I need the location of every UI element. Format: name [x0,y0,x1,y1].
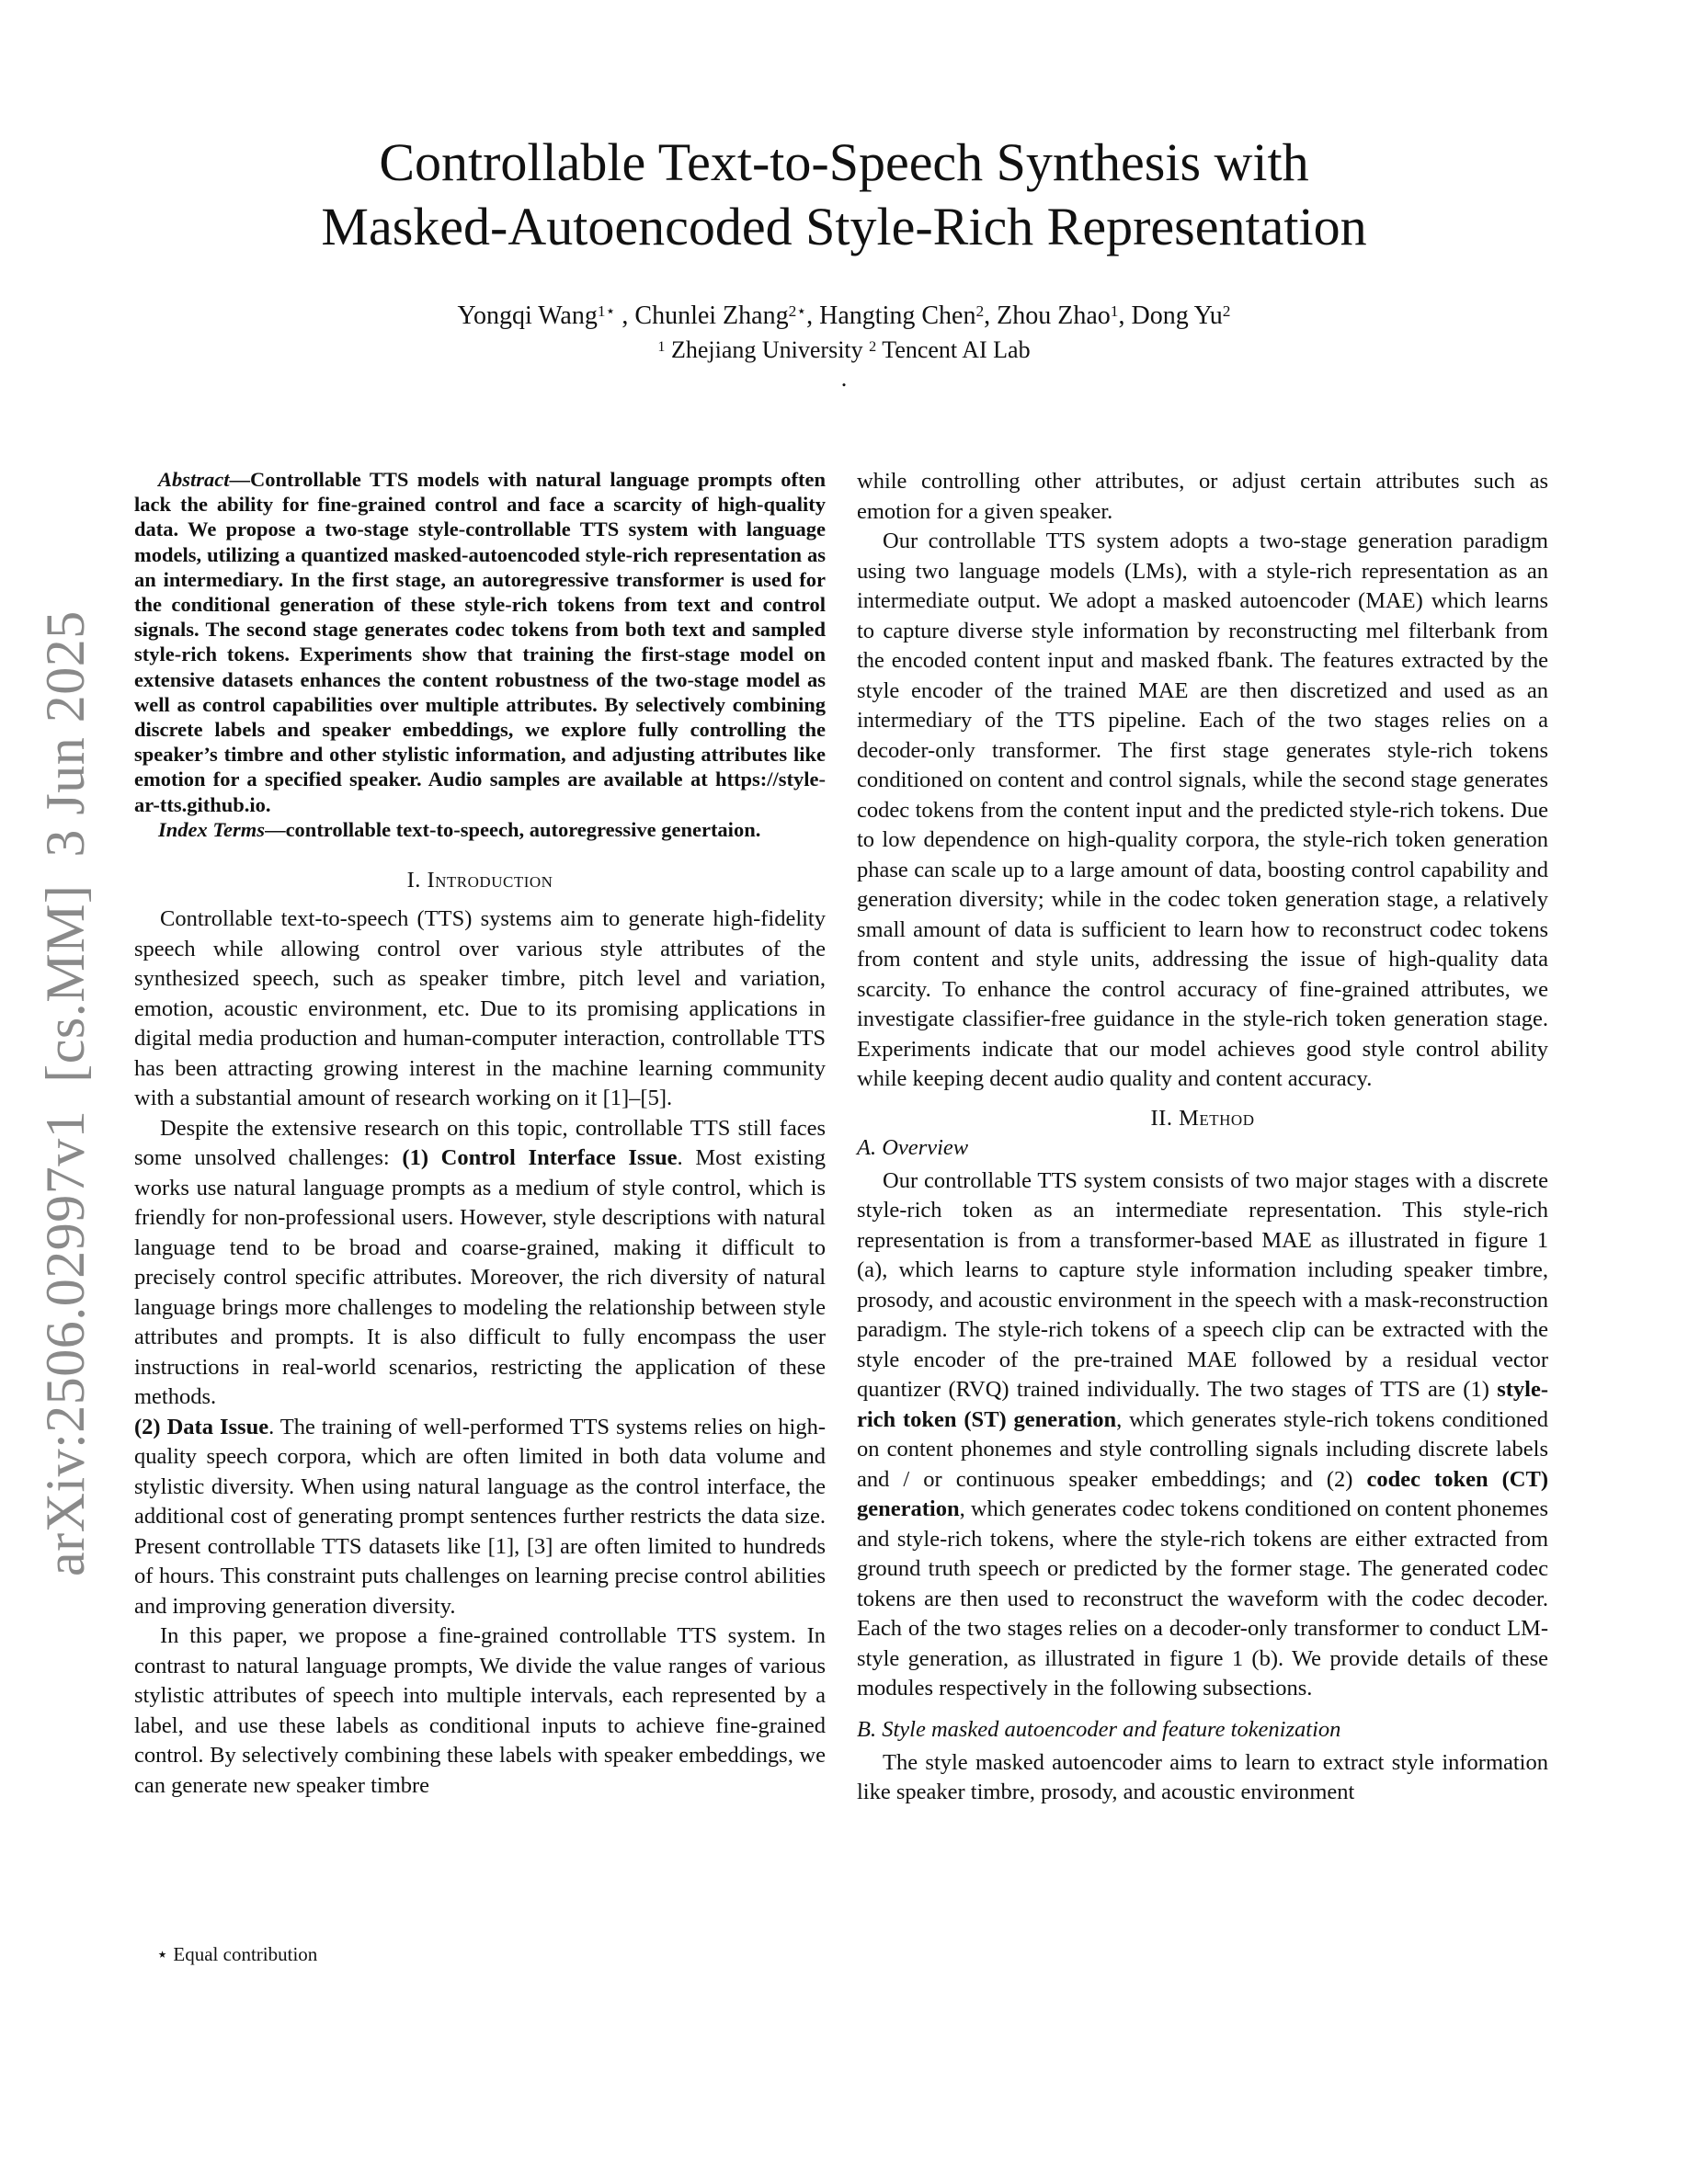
style-mae-paragraph: The style masked autoencoder aims to learn to extract style information like speaker timbre, prosody, and acoustic environment [857,1749,1548,1804]
author-mark: 2 [1222,302,1231,321]
author-list [129,300,1559,333]
author-mark: 2⋆ [788,302,807,321]
intro-paragraph-4: In this paper, we propose a fine-grained controllable TTS system. In contrast to natural language prompts, We divide the value ranges of various stylistic attributes of speech into multiple intervals, each represented by a label, and use these labels as conditional inputs to achieve fine-grained control. By selectively combining these labels with speaker embeddings, we can generate new speaker timbre [134,1623,826,1798]
footnote [156,1941,317,1967]
subsection-heading-overview: A. Overview [857,1134,969,1160]
affiliation-mark: 1 [657,338,666,355]
intro-continuation: while controlling other attributes, or adjust certain attributes such as emotion for a given speaker. [857,469,1548,524]
author-name: Chunlei Zhang [634,301,789,330]
intro-p2-text: Despite the extensive research on this topic, controllable TTS still faces some unsolved challenges: [134,1115,826,1171]
index-terms-text: controllable text-to-speech, autoregressive genertaion. [285,817,761,841]
intro-paragraph-1: Controllable text-to-speech (TTS) systems aim to generate high-fidelity speech while allowing control over various style attributes of the synthesized speech, such as speaker timbre, pitch level and variation, emotion, acoustic environment, etc. Due to its promising applications in digital media production and human-computer interaction, controllable TTS has been attracting growing interest in the machine learning community with a substantial amount of research working on it [1]–[5]. [134,906,826,1111]
title-line-2: Masked-Autoencoded Style-Rich Representation [321,197,1367,256]
intro-paragraph-5: Our controllable TTS system adopts a two-stage generation paradigm using two language models (LMs), with a style-rich representation as an intermediate output. We adopt a masked autoencoder (MAE) which learns to capture diverse style information by reconstructing mel filterbank from the encoded content input and masked fbank. The features extracted by the style encoder of the trained MAE are then discretized and used as an intermediary of the TTS pipeline. Each of the two stages relies on a decoder-only transformer. The first stage generates style-rich tokens conditioned on content and control signals, while the second stage generates codec tokens from the content input and the predicted style-rich tokens. Due to low dependence on high-quality corpora, the style-rich token generation phase can scale up to a large amount of data, boosting control capability and generation diversity; while in the codec token generation stage, a relatively small amount of data is sufficient to learn how to reconstruct codec tokens from content and style units, addressing the issue of high-quality data scarcity. To enhance the control accuracy of fine-grained attributes, we investigate classifier-free guidance in the style-rich token generation stage. Experiments indicate that our model achieves good style control ability while keeping decent audio quality and content accuracy. [857,529,1548,1091]
author-name: Zhou Zhao [997,301,1111,330]
footnote-mark: ⋆ [156,1943,169,1965]
footnote-text: Equal contribution [173,1943,318,1965]
index-terms-label: Index Terms [158,817,266,841]
intro-paragraph-3 [134,1413,826,1622]
author-name: Hangting Chen [819,301,976,330]
overview-text-3: , which generates codec tokens conditioned on content phonemes and style-rich tokens, where the style-rich tokens are either extracted from ground truth speech or predicted by the former stage. The generated codec tokens are then used to reconstruct the waveform with the codec decoder. Each of the two stages relies on a decoder-only transformer to conduct LM-style generation, as illustrated in figure 1 (b). We provide details of these modules respectively in the following subsections. [857,1496,1548,1701]
author-sep: , [806,301,820,330]
intro-paragraph-2 [134,1114,826,1413]
abstract-label: Abstract [158,468,230,491]
dot-line: . [840,365,848,392]
overview-emphasis-st: style-rich token (ST) generation [857,1377,1548,1432]
right-column [857,467,1548,1808]
abstract [134,467,826,817]
intro-p2-emphasis: (1) Control Interface Issue [402,1145,678,1171]
index-terms-dash: — [265,817,286,841]
section-heading-method: II. Method [1150,1105,1255,1131]
abstract-dash: — [229,468,251,491]
arxiv-date: 3 Jun 2025 [35,610,96,858]
author-mark: 1 [1110,302,1119,321]
overview-paragraph [857,1166,1548,1704]
intro-p3-rest: . The training of well-performed TTS systems relies on high-quality speech corpora, which are often limited in both data volume and stylistic diversity. When using natural language as the control interface, the additional cost of generating prompt sentences further restricts the data size. Present controllable TTS datasets like [1], [3] are often limited to hundreds of hours. This constraint puts challenges on learning precise control abilities and improving generation diversity. [134,1414,827,1619]
arxiv-id: arXiv:2506.02997v1 [35,1109,96,1576]
affiliation-mark: 2 [869,338,877,355]
affiliation-name: Zhejiang University [670,336,863,363]
overview-text: Our controllable TTS system consists of two major stages with a discrete style-rich token as an intermediate representation. This style-rich representation is from a transformer-based MAE as illustrated in figure 1 (a), which learns to capture style information including speaker timbre, prosody, and acoustic environment in the speech with a mask-reconstruction paradigm. The style-rich tokens of a speech clip can be extracted with the style encoder of the pre-trained MAE followed by a residual vector quantizer (RVQ) trained individually. The two stages of TTS are (1) [857,1167,1548,1402]
intro-p3-emphasis: (2) Data Issue [134,1414,269,1439]
left-column [134,467,826,1801]
author-name: Yongqi Wang [457,301,598,330]
title-line-1: Controllable Text-to-Speech Synthesis with [379,132,1309,192]
author-sep: , [615,301,635,330]
affiliation-list [129,335,1559,366]
overview-text-2: , which generates style-rich tokens conditioned on content phonemes and style controlling signals including discrete labels and / or continuous speaker embeddings; and (2) [857,1406,1548,1492]
abstract-text: Controllable TTS models with natural language prompts often lack the ability for fine-grained control and face a scarcity of high-quality data. We propose a two-stage style-controllable TTS system with language models, utilizing a quantized masked-autoencoded style-rich representation as an intermediary. In the first stage, an autoregressive transformer is used for the conditional generation of these style-rich tokens from text and control signals. The second stage generates codec tokens from both text and sampled style-rich tokens. Experiments show that training the first-stage model on extensive datasets enhances the content robustness of the two-stage model as well as control capabilities over multiple attributes. By selectively combining discrete labels and speaker embeddings, we explore fully controlling the speaker’s timbre and other stylistic information, and adjusting attributes like emotion for a specified speaker. Audio samples are available at https://style-ar-tts.github.io. [134,468,826,816]
overview-emphasis-ct: codec token (CT) generation [857,1466,1548,1521]
affiliation-name: Tencent AI Lab [882,336,1031,363]
subsection-heading-style-mae: B. Style masked autoencoder and feature tokenization [857,1716,1341,1742]
author-name: Dong Yu [1131,301,1223,330]
arxiv-category: [cs.MM] [35,884,96,1083]
author-mark: 2 [975,302,985,321]
arxiv-side-identifier [29,602,101,1576]
intro-p2-rest: . Most existing works use natural language prompts as a medium of style control, which is friendly for non-professional users. However, style descriptions with natural language tend to be broad and coarse-grained, making it difficult to precisely control specific attributes. Moreover, the rich diversity of natural language brings more challenges to modeling the relationship between style attributes and prompts. It is also difficult to fully encompass the user instructions in real-world scenarios, restricting the application of these methods. [134,1145,826,1410]
author-sep: , [1118,301,1132,330]
index-terms [134,817,826,842]
author-sep: , [984,301,998,330]
author-mark: 1⋆ [597,302,616,321]
paper-title [129,131,1559,259]
section-heading-introduction: I. Introduction [406,868,553,893]
